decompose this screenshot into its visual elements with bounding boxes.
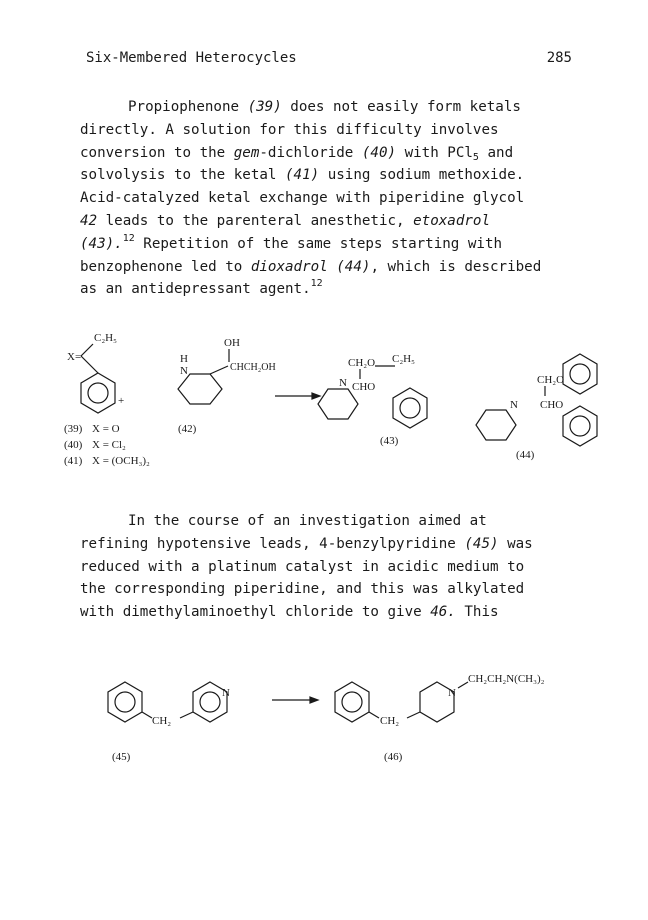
scheme-benzylpyridine-reduction: [0, 670, 648, 780]
n-label: N: [339, 377, 347, 389]
text-line: In the course of an investigation aimed at: [128, 513, 487, 529]
label-40: (40): [64, 439, 83, 451]
label-43: (43): [380, 435, 399, 447]
chch2oh-label: CHCH₂OH: [230, 362, 276, 373]
x-label-39: X = O: [92, 423, 120, 435]
arrow-head: [312, 393, 320, 399]
structure-45: [108, 682, 230, 727]
text-line: the corresponding piperidine, and this was alkylated: [80, 581, 525, 598]
text-line: (43).$^{12}$ Repetition of the same steps starting with: [80, 232, 503, 252]
text-line: as an antidepressant agent.$^{12}$: [80, 278, 323, 298]
text-line: reduced with a platinum catalyst in acidic medium to: [80, 558, 525, 575]
running-title: Six-Membered Heterocycles: [86, 50, 297, 66]
ch2o-label: CH₂O: [537, 374, 565, 386]
text-line: Acid-catalyzed ketal exchange with piperidine glycol: [80, 190, 525, 207]
ch2o-label: CH₂O: [348, 357, 376, 369]
x-label-40: X = Cl₂: [92, 439, 126, 451]
n-label: N: [510, 399, 518, 411]
structure-43: [318, 353, 427, 428]
ethyl-label: C₂H₅: [94, 332, 117, 344]
paragraph-2: [80, 510, 590, 624]
h-label: H: [180, 353, 188, 365]
text-line: with dimethylaminoethyl chloride to give 46. This: [80, 604, 499, 621]
arrow-head: [310, 697, 318, 703]
label-42: (42): [178, 423, 197, 435]
plus-sign: +: [118, 395, 125, 407]
cho-label: CHO: [540, 399, 564, 411]
structure-46: [335, 673, 545, 727]
structure-39-41: [67, 332, 117, 413]
page-number: 285: [546, 50, 572, 66]
structure-42: [178, 337, 276, 404]
ch2-label: CH₂: [152, 715, 172, 727]
text-line: 42 leads to the parenteral anesthetic, etoxadrol: [80, 212, 491, 229]
structure-44: [476, 354, 597, 446]
text-line: directly. A solution for this difficulty involves: [80, 121, 499, 138]
text-line: benzophenone led to dioxadrol (44), which is described: [80, 258, 542, 275]
scheme-ketal-synthesis: [0, 326, 648, 476]
sidechain-label: CH₂CH₂N(CH₃)₂: [468, 673, 545, 685]
paragraph-1: [80, 96, 590, 301]
n-label: N: [448, 687, 456, 699]
ch2-label: CH₂: [380, 715, 400, 727]
label-45: (45): [112, 751, 131, 763]
text-line: refining hypotensive leads, 4-benzylpyridine (45) was: [80, 535, 533, 552]
x-label: X=: [67, 351, 82, 363]
text-line: Propiophenone (39) does not easily form ketals: [128, 99, 521, 115]
n-label: N: [180, 365, 188, 377]
ethyl-label: C₂H₅: [392, 353, 415, 365]
x-label-41: X = (OCH₃)₂: [92, 455, 150, 467]
label-39: (39): [64, 423, 83, 435]
cho-label: CHO: [352, 381, 376, 393]
label-46: (46): [384, 751, 403, 763]
label-41: (41): [64, 455, 83, 467]
text-line: conversion to the gem-dichloride (40) with PCl$_5$ and: [80, 144, 514, 163]
n-label: N: [222, 687, 230, 699]
label-44: (44): [516, 449, 535, 461]
text-line: solvolysis to the ketal (41) using sodium methoxide.: [80, 167, 525, 184]
oh-label: OH: [224, 337, 240, 349]
